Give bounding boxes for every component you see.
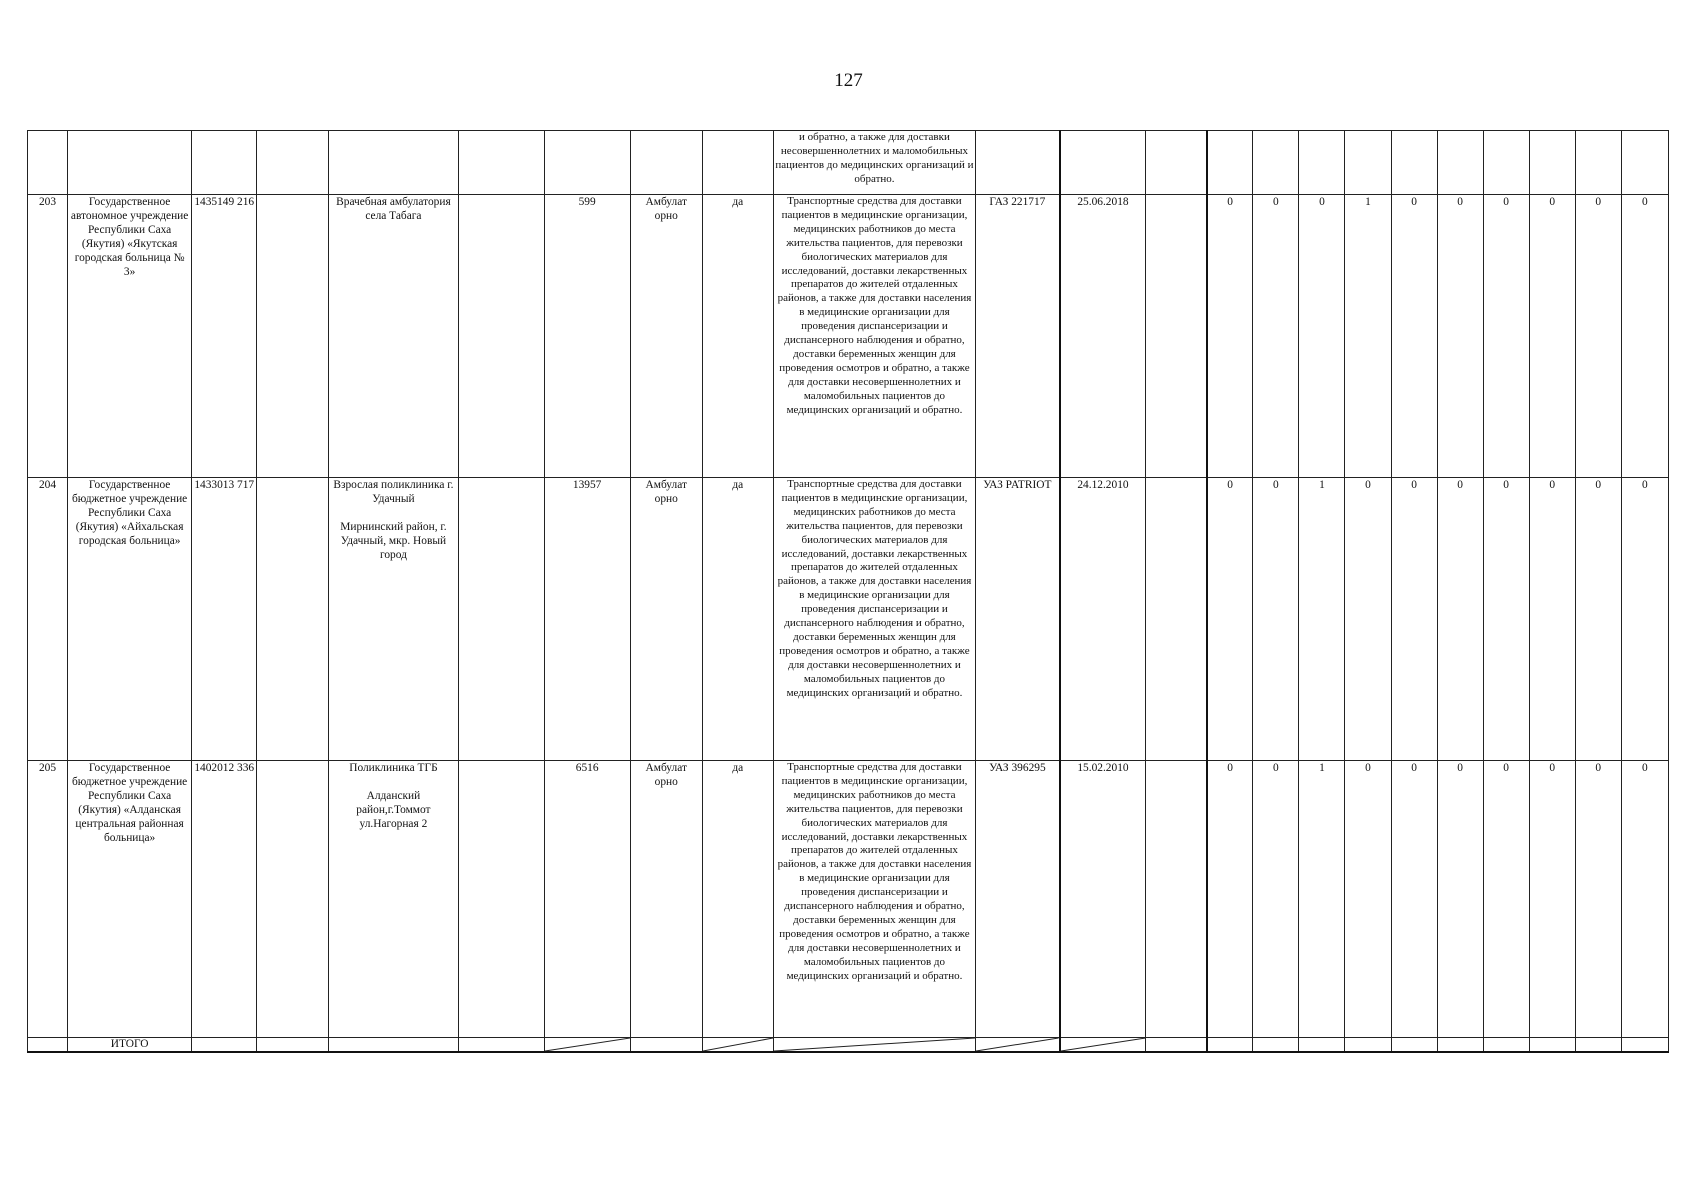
empty-cell <box>702 131 773 195</box>
count-cell <box>1483 131 1529 195</box>
count-cell <box>1345 131 1391 195</box>
total-cell <box>458 1038 544 1053</box>
total-cell <box>1621 1038 1668 1053</box>
table-row <box>28 761 1669 1038</box>
empty-cell <box>257 195 329 478</box>
count-cell: 0 <box>1575 478 1621 761</box>
count-cell <box>1207 131 1253 195</box>
count-cell: 0 <box>1483 478 1529 761</box>
care-type: Амбулат орно <box>630 761 702 1038</box>
slashed-cell <box>773 1038 975 1053</box>
register-table <box>27 130 1669 1053</box>
vehicle-cell <box>976 131 1060 195</box>
count-cell <box>1575 131 1621 195</box>
count-cell: 0 <box>1529 195 1575 478</box>
count-cell: 0 <box>1391 195 1437 478</box>
count-cell <box>1253 131 1299 195</box>
purpose-cell: Транспортные средства для доставки пациентов в медицинские организации, медицинских работников до места жительства пациентов, для перевозки биологических материалов для исследований, доставки лекарственных препаратов до жителей отдаленных районов, а также для доставки населения в медицинские организации для проведения диспансеризации и диспансерного наблюдения и обратно, доставки беременных женщин для проведения осмотров и обратно, а также для доставки несовершеннолетних и маломобильных пациентов до медицинских организаций и обратно. <box>773 761 975 1038</box>
date-cell: 24.12.2010 <box>1060 478 1146 761</box>
organization-code: 1435149 216 <box>192 195 257 478</box>
purpose-cell: и обратно, а также для доставки несовершеннолетних и маломобильных пациентов до медицинских организаций и обратно. <box>773 131 975 195</box>
empty-cell <box>458 478 544 761</box>
empty-cell <box>1146 478 1207 761</box>
count-cell: 0 <box>1299 195 1345 478</box>
facility-address <box>329 478 458 761</box>
count-cell: 0 <box>1391 478 1437 761</box>
count-cell: 0 <box>1621 195 1668 478</box>
address-line <box>331 507 455 521</box>
vehicle-cell: УАЗ 396295 <box>976 761 1060 1038</box>
organization-name: Государственное бюджетное учреждение Республики Саха (Якутия) «Айхальская городская больница» <box>68 478 192 761</box>
count-cell: 0 <box>1529 761 1575 1038</box>
organization-name: Государственное автономное учреждение Республики Саха (Якутия) «Якутская городская больница № 3» <box>68 195 192 478</box>
count-cell: 0 <box>1391 761 1437 1038</box>
total-cell <box>1529 1038 1575 1053</box>
total-cell <box>192 1038 257 1053</box>
row-number: 203 <box>28 195 68 478</box>
empty-cell <box>458 131 544 195</box>
empty-cell <box>192 131 257 195</box>
empty-cell <box>68 131 192 195</box>
row-number: 204 <box>28 478 68 761</box>
count-cell: 0 <box>1575 761 1621 1038</box>
vehicle-cell: ГАЗ 221717 <box>976 195 1060 478</box>
flag-cell: да <box>702 478 773 761</box>
empty-cell <box>257 478 329 761</box>
diagonal-strike <box>703 1038 773 1051</box>
address-line: Врачебная амбулатория села Табага <box>336 196 451 222</box>
count-cell: 0 <box>1253 195 1299 478</box>
empty-cell <box>28 131 68 195</box>
table-row <box>28 131 1669 195</box>
count-cell: 0 <box>1253 478 1299 761</box>
vehicle-cell: УАЗ PATRIOT <box>976 478 1060 761</box>
total-row <box>28 1038 1669 1053</box>
count-cell <box>1529 131 1575 195</box>
diagonal-strike <box>545 1038 630 1051</box>
count-cell: 0 <box>1437 195 1483 478</box>
population-count: 599 <box>544 195 630 478</box>
empty-cell <box>1146 195 1207 478</box>
address-line: Мирнинский район, г. Удачный, мкр. Новый город <box>340 520 447 561</box>
count-cell: 0 <box>1345 761 1391 1038</box>
count-cell: 0 <box>1529 478 1575 761</box>
count-cell: 1 <box>1299 478 1345 761</box>
count-cell: 0 <box>1253 761 1299 1038</box>
slashed-cell <box>1060 1038 1146 1053</box>
count-cell: 1 <box>1299 761 1345 1038</box>
organization-code: 1402012 336 <box>192 761 257 1038</box>
empty-cell <box>257 131 329 195</box>
diagonal-strike <box>976 1038 1059 1051</box>
total-cell <box>1207 1038 1253 1053</box>
total-cell <box>1575 1038 1621 1053</box>
row-number: 205 <box>28 761 68 1038</box>
total-cell <box>1345 1038 1391 1053</box>
total-cell <box>1391 1038 1437 1053</box>
count-cell <box>1437 131 1483 195</box>
count-cell: 0 <box>1483 761 1529 1038</box>
empty-cell <box>630 131 702 195</box>
total-cell <box>1437 1038 1483 1053</box>
empty-cell <box>458 761 544 1038</box>
empty-cell <box>458 195 544 478</box>
empty-cell <box>1146 761 1207 1038</box>
count-cell: 0 <box>1575 195 1621 478</box>
count-cell: 0 <box>1621 761 1668 1038</box>
empty-cell <box>257 761 329 1038</box>
count-cell: 0 <box>1207 761 1253 1038</box>
page-number: 127 <box>834 70 863 91</box>
slashed-cell <box>702 1038 773 1053</box>
count-cell: 0 <box>1437 478 1483 761</box>
slashed-cell <box>976 1038 1060 1053</box>
purpose-cell: Транспортные средства для доставки пациентов в медицинские организации, медицинских работников до места жительства пациентов, для перевозки биологических материалов для исследований, доставки лекарственных препаратов до жителей отдаленных районов, а также для доставки населения в медицинские организации для проведения диспансеризации и диспансерного наблюдения и обратно, доставки беременных женщин для проведения осмотров и обратно, а также для доставки несовершеннолетних и маломобильных пациентов до медицинских организаций и обратно. <box>773 478 975 761</box>
flag-cell: да <box>702 195 773 478</box>
population-count: 6516 <box>544 761 630 1038</box>
count-cell: 1 <box>1345 195 1391 478</box>
total-cell <box>329 1038 458 1053</box>
count-cell: 0 <box>1207 478 1253 761</box>
count-cell: 0 <box>1483 195 1529 478</box>
date-cell: 15.02.2010 <box>1060 761 1146 1038</box>
count-cell <box>1621 131 1668 195</box>
total-label: ИТОГО <box>68 1038 192 1053</box>
table-row <box>28 478 1669 761</box>
flag-cell: да <box>702 761 773 1038</box>
care-type: Амбулат орно <box>630 195 702 478</box>
total-cell <box>630 1038 702 1053</box>
date-cell: 25.06.2018 <box>1060 195 1146 478</box>
facility-address <box>329 195 458 478</box>
organization-name: Государственное бюджетное учреждение Республики Саха (Якутия) «Алданская центральная районная больница» <box>68 761 192 1038</box>
population-count: 13957 <box>544 478 630 761</box>
table-row <box>28 195 1669 478</box>
address-line: Поликлиника ТГБ <box>349 762 438 774</box>
date-cell <box>1060 131 1146 195</box>
total-cell <box>28 1038 68 1053</box>
diagonal-strike <box>1061 1038 1146 1051</box>
count-cell: 0 <box>1621 478 1668 761</box>
empty-cell <box>1146 131 1207 195</box>
diagonal-strike <box>774 1038 975 1051</box>
count-cell <box>1299 131 1345 195</box>
empty-cell <box>329 131 458 195</box>
purpose-cell: Транспортные средства для доставки пациентов в медицинские организации, медицинских работников до места жительства пациентов, для перевозки биологических материалов для исследований, доставки лекарственных препаратов до жителей отдаленных районов, а также для доставки населения в медицинские организации для проведения диспансеризации и диспансерного наблюдения и обратно, доставки беременных женщин для проведения осмотров и обратно, а также для доставки несовершеннолетних и маломобильных пациентов до медицинских организаций и обратно. <box>773 195 975 478</box>
care-type: Амбулат орно <box>630 478 702 761</box>
facility-address <box>329 761 458 1038</box>
total-cell <box>257 1038 329 1053</box>
slashed-cell <box>544 1038 630 1053</box>
address-line: Алданский район,г.Томмот ул.Нагорная 2 <box>356 789 431 830</box>
organization-code: 1433013 717 <box>192 478 257 761</box>
count-cell: 0 <box>1207 195 1253 478</box>
total-cell <box>1253 1038 1299 1053</box>
count-cell <box>1391 131 1437 195</box>
total-cell <box>1299 1038 1345 1053</box>
count-cell: 0 <box>1345 478 1391 761</box>
address-line: Взрослая поликлиника г. Удачный <box>333 479 454 505</box>
total-cell <box>1146 1038 1207 1053</box>
address-line <box>331 776 455 790</box>
total-cell <box>1483 1038 1529 1053</box>
count-cell: 0 <box>1437 761 1483 1038</box>
empty-cell <box>544 131 630 195</box>
